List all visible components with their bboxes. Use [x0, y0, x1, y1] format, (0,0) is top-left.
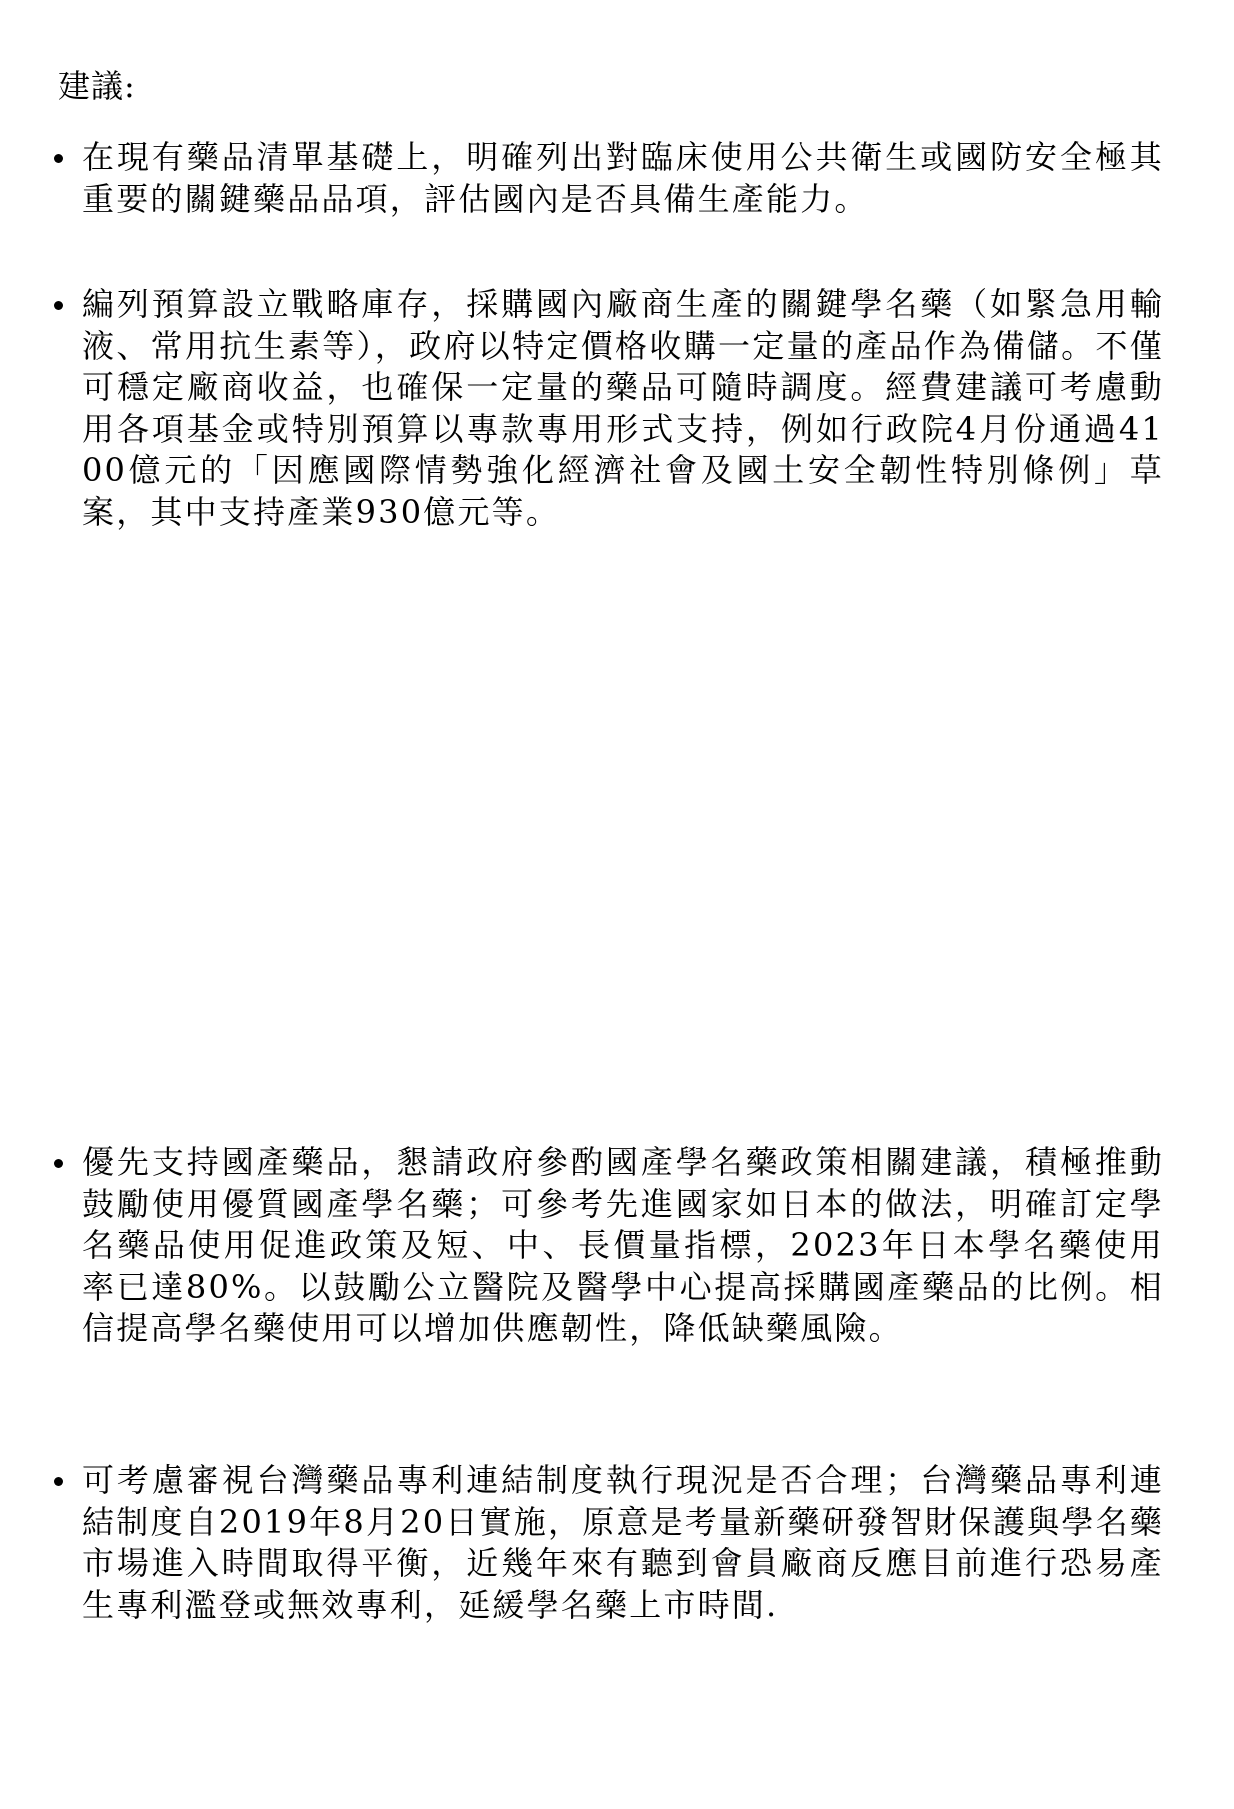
bullet-icon [54, 154, 63, 163]
bullet-text: 編列預算設立戰略庫存，採購國內廠商生產的關鍵學名藥（如緊急用輸液、常用抗生素等），政府以特定價格收購一定量的產品作為備儲。不僅可穩定廠商收益，也確保一定量的藥品可隨時調度。經費建議可考慮動用各項基金或特別預算以專款專用形式支持，例如行政院4月份通過4100億元的「因應國際情勢強化經濟社會及國土安全韌性特別條例」草案，其中支持產業930億元等。 [82, 285, 1164, 531]
bullet-item-domestic-generics [54, 1142, 1164, 1350]
bullet-item-patent-linkage [54, 1460, 1164, 1626]
bullet-icon [54, 1477, 63, 1486]
bullet-item-strategic-reserve [54, 284, 1164, 533]
bullet-text: 優先支持國產藥品，懇請政府參酌國產學名藥政策相關建議，積極推動鼓勵使用優質國產學名藥；可參考先進國家如日本的做法，明確訂定學名藥品使用促進政策及短、中、長價量指標，2023年日本學名藥使用率已達80%。以鼓勵公立醫院及醫學中心提高採購國產藥品的比例。相信提高學名藥使用可以增加供應韌性，降低缺藥風險。 [82, 1143, 1164, 1347]
bullet-text: 在現有藥品清單基礎上，明確列出對臨床使用公共衛生或國防安全極其重要的關鍵藥品品項，評估國內是否具備生產能力。 [82, 138, 1164, 218]
bullet-icon [54, 1159, 63, 1168]
bullet-text: 可考慮審視台灣藥品專利連結制度執行現況是否合理；台灣藥品專利連結制度自2019年8月20日實施，原意是考量新藥研發智財保護與學名藥市場進入時間取得平衡，近幾年來有聽到會員廠商反應目前進行恐易產生專利濫登或無效專利，延緩學名藥上市時間. [82, 1461, 1164, 1624]
section-heading: 建議: [58, 67, 136, 105]
bullet-item-key-drugs [54, 137, 1164, 220]
bullet-icon [54, 301, 63, 310]
